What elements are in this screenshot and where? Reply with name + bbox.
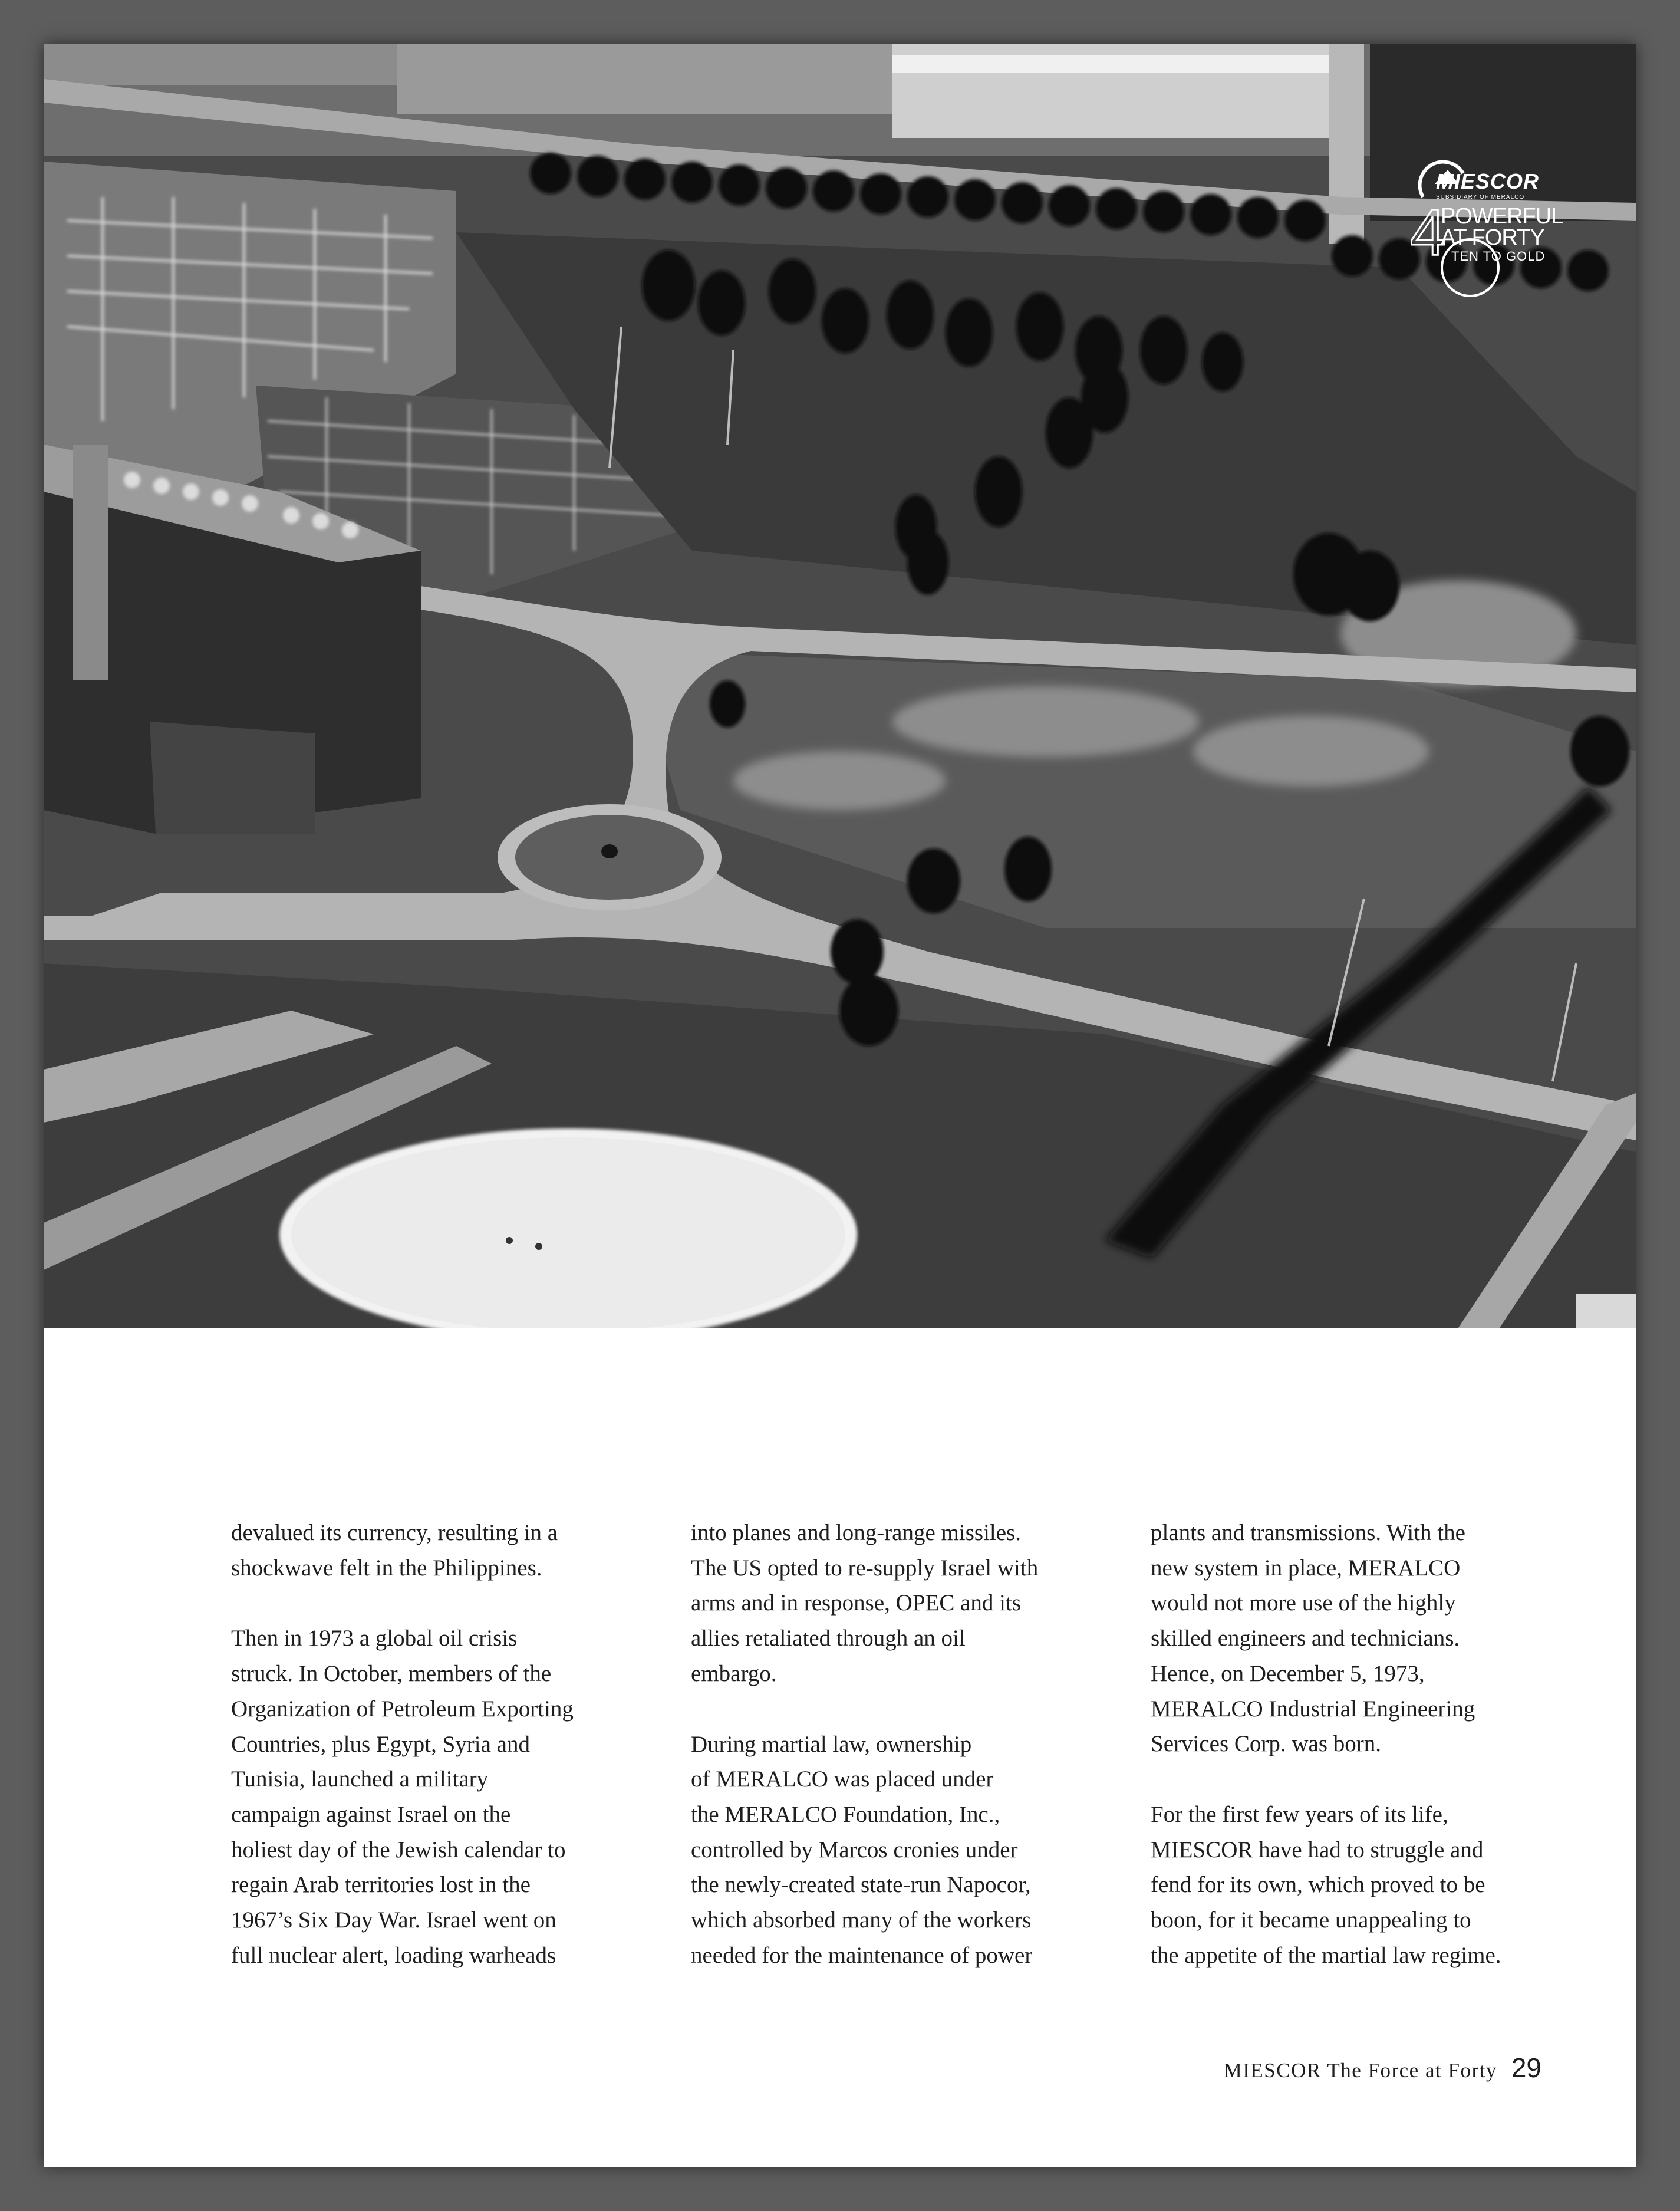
text-column-2: [691, 1515, 1092, 2008]
aerial-power-plant-photo: [44, 44, 1636, 1328]
miescor-anniversary-logo: [1399, 156, 1576, 321]
photo-illustration: [44, 44, 1636, 1328]
document-page: [44, 44, 1636, 2167]
logo-line-powerful: POWERFUL: [1441, 204, 1563, 229]
svg-text:4: 4: [1410, 196, 1447, 269]
paragraph: plants and transmissions. With the new system in place, MERALCO would not more use of the highly skilled engineers and technicians. Hence, on December 5, 1973, MERALCO Industrial Engineering Services Corp. was born.: [1151, 1520, 1475, 1757]
paragraph: devalued its currency, resulting in a shockwave felt in the Philippines.: [231, 1520, 558, 1581]
text-column-1: [231, 1515, 632, 2008]
text-column-3: [1151, 1515, 1551, 2008]
logo-tagline: SUBSIDIARY OF MERALCO: [1436, 194, 1525, 200]
logo-line-at-forty: AT FORTY: [1441, 225, 1544, 250]
page-footer: [1224, 2052, 1541, 2084]
logo-line-ten-to-gold: TEN TO GOLD: [1451, 249, 1546, 264]
page-number: 29: [1511, 2052, 1541, 2083]
paragraph: For the first few years of its life, MIESCOR have had to struggle and fend for its own, which proved to be boon, for it became unappealing to the appetite of the martial law regime.: [1151, 1801, 1501, 1968]
footer-publication-title: MIESCOR The Force at Forty: [1223, 2059, 1497, 2082]
paragraph: into planes and long-range missiles. The US opted to re-supply Israel with arms and in response, OPEC and its allies retaliated through an oil embargo.: [691, 1520, 1039, 1686]
logo-brand: MIESCOR: [1436, 169, 1540, 193]
paragraph: During martial law, ownership of MERALCO was placed under the MERALCO Foundation, Inc., controlled by Marcos cronies under the newly-created state-run Napocor, which absorbed many of the workers needed for the maintenance of power: [691, 1731, 1033, 1968]
paragraph: Then in 1973 a global oil crisis struck. In October, members of the Organization of Petroleum Exporting Countries, plus Egypt, Syria and Tunisia, launched a military campaign against Israel on the holiest day of the Jewish calendar to regain Arab territories lost in the 1967’s Six Day War. Israel went on full nuclear alert, loading warheads: [231, 1626, 574, 1968]
